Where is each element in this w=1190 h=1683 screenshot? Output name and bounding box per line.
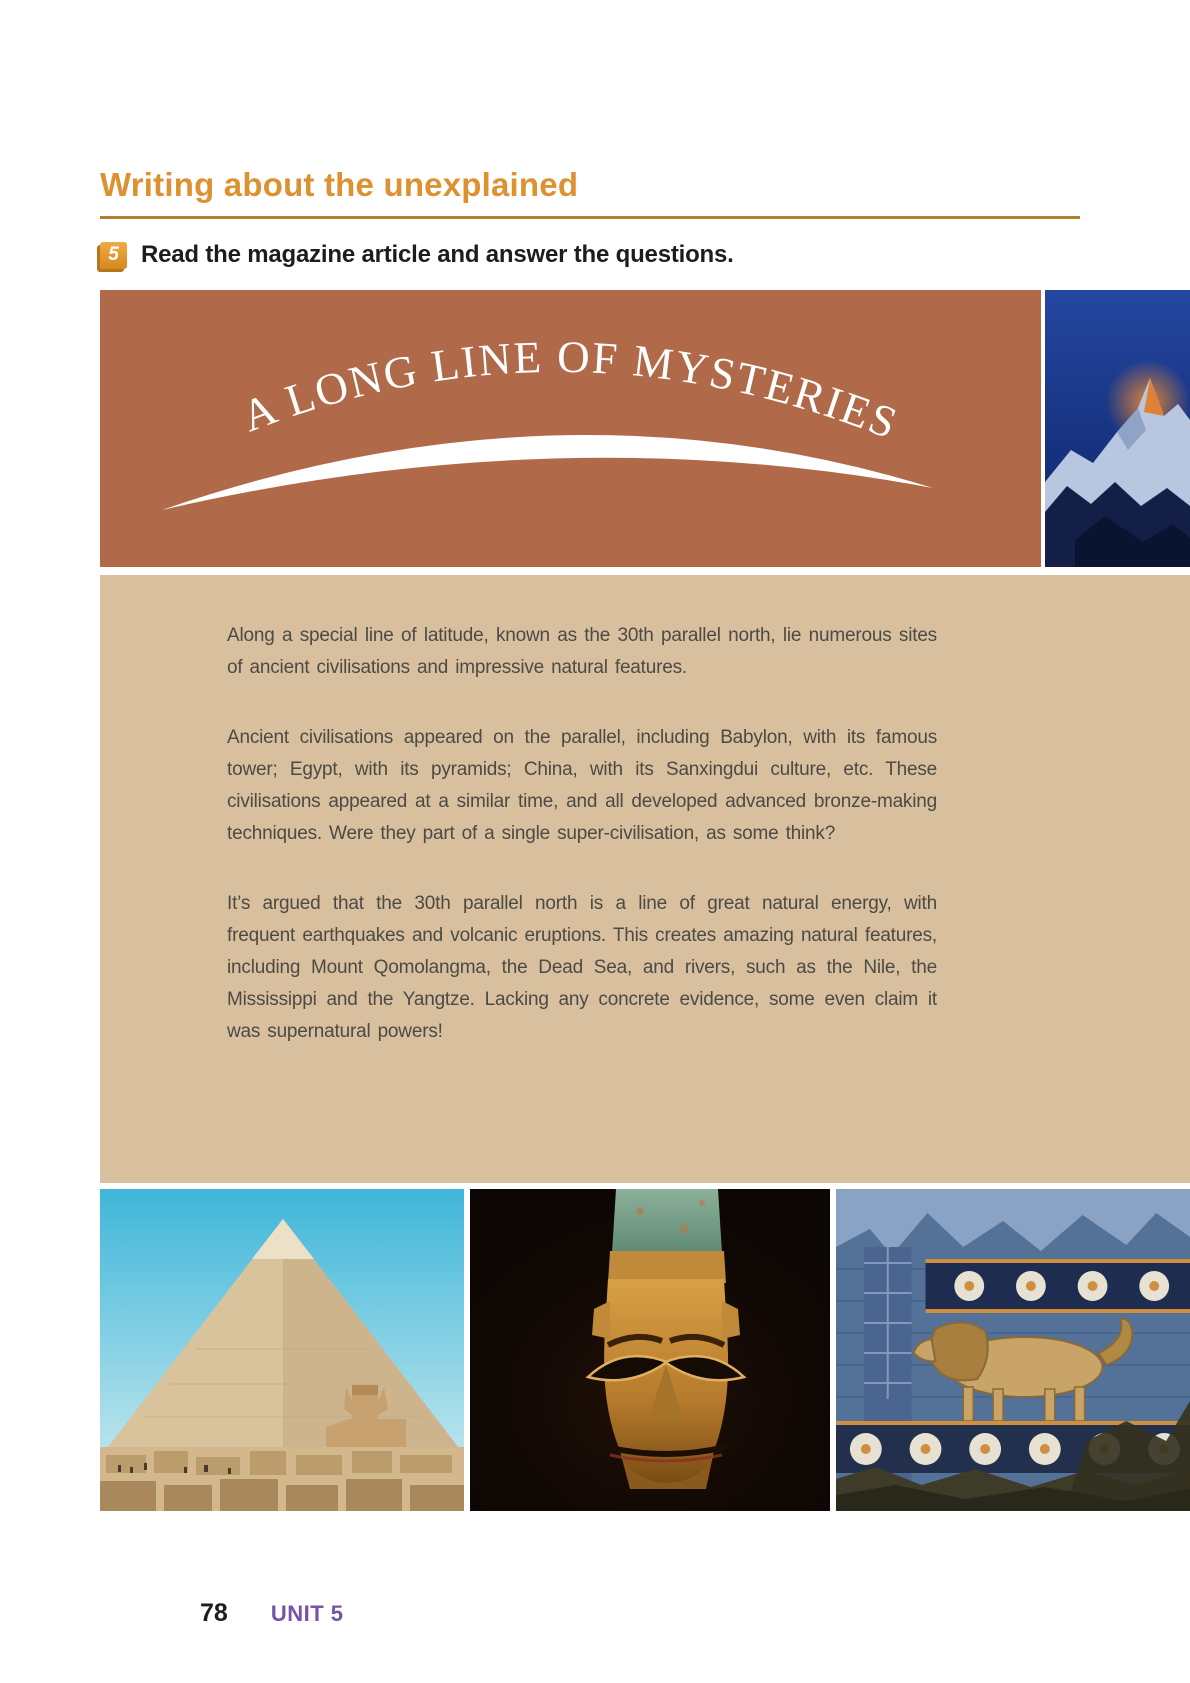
mountain-peak-photo [1045,290,1190,567]
article-paragraph-3: It’s argued that the 30th parallel north is a line of great natural energy, with frequent earthquakes and volcanic eruptions. This creates amazing natural features, including Mount Qomolangma, the Dead Sea, and rivers, such as the Nile, the Mississippi and the Yangtze. Lacking any concrete evidence, some even claim it was supernatural powers! [227,893,937,1042]
mountain-illustration [1045,290,1190,567]
article-banner [100,290,1190,567]
pyramid-sphinx-photo [100,1189,464,1511]
page-title: Writing about the unexplained [100,166,579,203]
article-paragraph-1: Along a special line of latitude, known as the 30th parallel north, lie numerous sites of ancient civilisations and impressive natural features. [227,625,937,678]
article-paragraph-2: Ancient civilisations appeared on the parallel, including Babylon, with its famous tower; Egypt, with its pyramids; China, with its Sanxingdui culture, etc. These civilisations appeared at a similar time, and all developed advanced bronze-making techniques. Were they part of a single super-civilisation, as some think? [227,727,937,844]
exercise-number-badge: 5 [100,242,127,269]
unit-label: UNIT 5 [270,1601,344,1626]
article-body [100,575,1190,1183]
heading-rule [100,216,1080,219]
sanxingdui-mask-photo [470,1189,830,1511]
page-footer [200,1599,1190,1628]
article-title-banner [100,290,1041,567]
svg-text:A LONG LINE OF MYSTERIES [235,332,905,449]
pyramid-sphinx-illustration [100,1189,464,1511]
bronze-mask-illustration [470,1189,830,1511]
exercise-instruction: Read the magazine article and answer the questions. [141,241,734,268]
babylon-lion-relief-photo [836,1189,1190,1511]
exercise-line [100,241,1190,269]
swoosh-arc [162,435,933,510]
page-number: 78 [200,1599,228,1627]
arched-title-graphic [100,290,1041,567]
lion-relief-illustration [836,1189,1190,1511]
article-photo-row [100,1189,1190,1511]
article-title: A LONG LINE OF MYSTERIES [235,331,906,450]
